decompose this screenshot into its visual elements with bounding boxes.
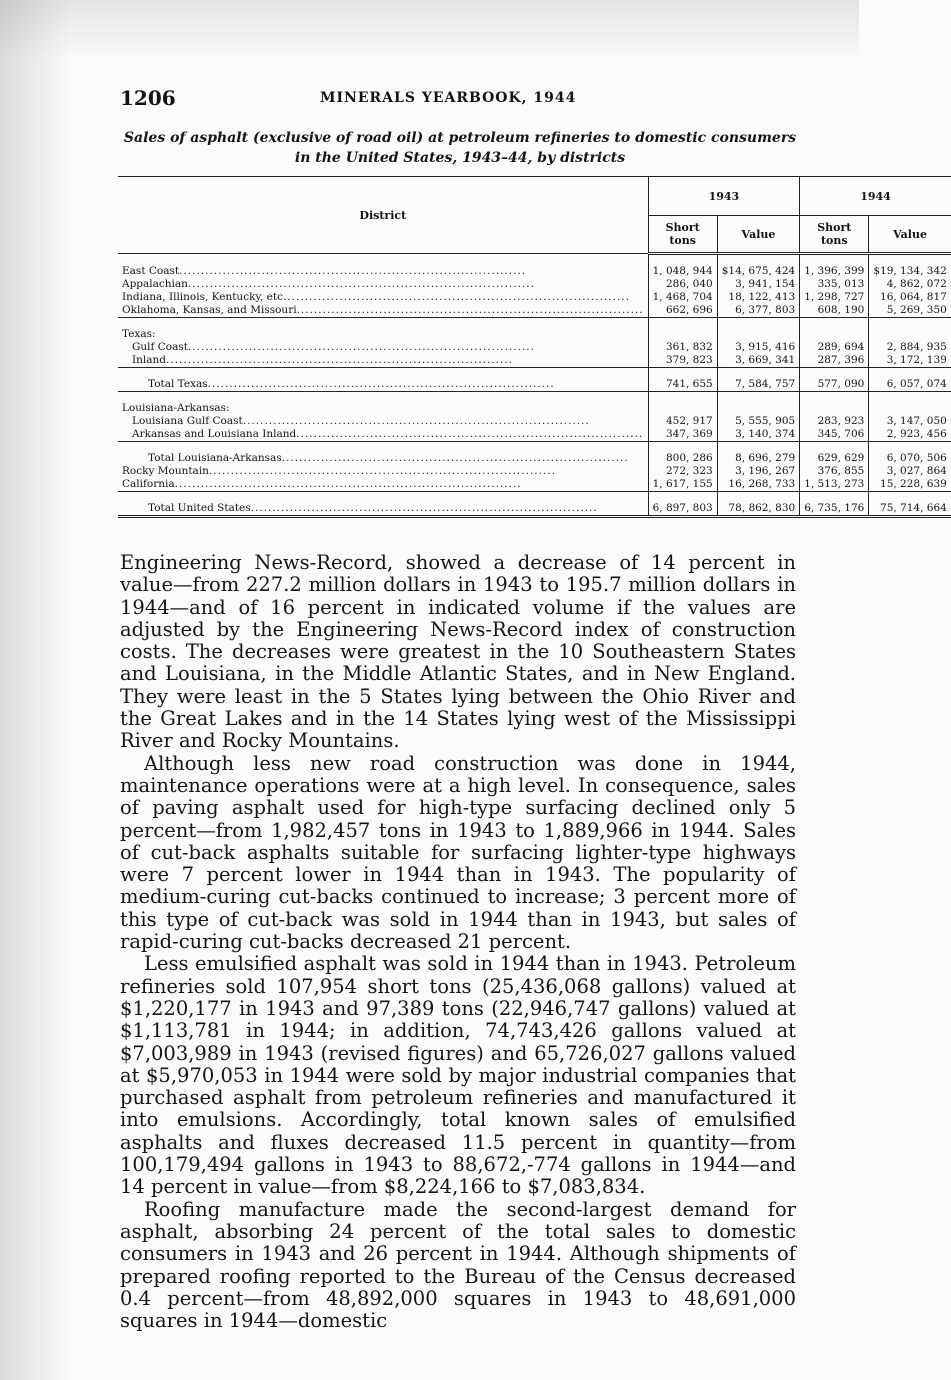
dot-leader: ................................................................................ <box>187 341 535 353</box>
cell-tons-1944: 345, 706 <box>800 428 869 442</box>
caption-line-2: in the United States, 1943–44, by districts <box>294 150 626 166</box>
table-caption <box>120 128 800 168</box>
cell-tons-1943: 452, 917 <box>648 415 717 428</box>
cell-value-1943: 3, 140, 374 <box>717 428 799 442</box>
asphalt-sales-table <box>118 176 947 518</box>
cell-tons-1944: 283, 923 <box>800 415 869 428</box>
cell-value-1943: 6, 377, 803 <box>717 304 799 318</box>
cell-tons-1944: 1, 513, 273 <box>800 478 869 492</box>
subheader-value-1943: Value <box>717 216 799 254</box>
table-group-heading <box>118 402 951 415</box>
cell-tons-1944: 577, 090 <box>800 378 869 392</box>
paragraph: Engineering News-Record, showed a decrease of 14 percent in value—from 227.2 million dollars in 1943 to 195.7 million dollars in 1944—and of 16 percent in indicated volume if the values are adjusted by the Engineering News-Record index of construction costs. The decreases were greatest in the 10 Southeastern States and Louisiana, in the Middle Atlantic States, and in New England. They were least in the 5 States lying between the Ohio River and the Great Lakes and in the 14 States lying west of the Mississippi River and Rocky Mountains. <box>120 551 796 753</box>
dot-leader: ................................................................................ <box>174 478 522 490</box>
paragraph: Roofing manufacture made the second-largest demand for asphalt, absorbing 24 percent of the total sales to domestic consumers in 1943 and 26 percent in 1944. Although shipments of prepared roofing reported to the Bureau of the Census decreased 0.4 percent—from 48,892,000 squares in 1943 to 48,691,000 squares in 1944—domestic <box>120 1197 796 1333</box>
subheader-value-1944: Value <box>869 216 951 254</box>
cell-tons-1943: 800, 286 <box>648 452 717 465</box>
dot-leader: ................................................................................ <box>296 304 644 316</box>
cell-value-1944: 16, 064, 817 <box>880 291 947 303</box>
cell-tons-1943: 361, 832 <box>648 341 717 354</box>
cell-tons-1943: 741, 655 <box>648 378 717 392</box>
table-row <box>118 428 951 442</box>
row-label: Total Texas................................................................................ <box>118 378 648 392</box>
cell-tons-1943: 662, 696 <box>648 304 717 318</box>
scan-top-shading <box>0 0 859 60</box>
table-subtotal-row <box>118 452 951 465</box>
row-label: Arkansas and Louisiana Inland................................................................................ <box>118 428 648 442</box>
row-label: East Coast................................................................................ <box>118 265 648 278</box>
dot-leader: ................................................................................ <box>242 415 590 427</box>
paragraph: Although less new road construction was done in 1944, maintenance operations were at a high level. In consequence, sales of paving asphalt used for high-type surfacing declined only 5 percent—from 1,982,457 tons in 1943 to 1,889,966 in 1944. Sales of cut-back asphalts suitable for surfacing lighter-type highways were 7 percent lower in 1944 than in 1943. The popularity of medium-curing cut-backs continued to increase; 3 percent more of this type of cut-back was sold in 1944 than in 1943, but sales of rapid-curing cut-backs decreased 21 percent. <box>120 751 796 954</box>
scan-edge-shading <box>0 0 70 1380</box>
running-title: MINERALS YEARBOOK, 1944 <box>320 90 577 106</box>
cell-value-1943: $14, 675, 424 <box>717 265 799 278</box>
row-label: Texas: <box>118 328 648 341</box>
cell-tons-1943: 272, 323 <box>648 465 717 478</box>
cell-value-1943: 3, 196, 267 <box>717 465 799 478</box>
cell-tons-1944: 287, 396 <box>800 354 869 368</box>
cell-value-1944: 6, 070, 506 <box>886 452 947 464</box>
row-label: Inland................................................................................ <box>118 354 648 368</box>
row-label: Louisiana Gulf Coast................................................................................ <box>118 415 648 428</box>
cell-value-1944: 3, 147, 050 <box>886 415 947 427</box>
cell-value-1944: 6, 057, 074 <box>869 378 951 392</box>
cell-value-1944: 3, 027, 864 <box>886 465 947 477</box>
cell-tons-1944: 1, 396, 399 <box>800 265 869 278</box>
subheader-short-tons-1944: Short tons <box>800 216 869 254</box>
cell-tons-1943: 1, 048, 944 <box>648 265 717 278</box>
row-label: Louisiana-Arkansas: <box>118 402 648 415</box>
table-row <box>118 354 951 368</box>
row-label: Gulf Coast................................................................................ <box>118 341 648 354</box>
cell-value-1943: 3, 941, 154 <box>717 278 799 291</box>
cell-value-1943: 3, 669, 341 <box>717 354 799 368</box>
cell-tons-1944: 608, 190 <box>800 304 869 318</box>
paragraph: Less emulsified asphalt was sold in 1944 than in 1943. Petroleum refineries sold 107,954 short tons (25,436,068 gallons) valued at $1,220,177 in 1943 and 97,389 tons (22,946,747 gallons) valued at $1,113,781 in 1944; in addition, 74,743,426 gallons valued at $7,003,989 in 1943 (revised figures) and 65,726,027 gallons valued at $5,970,053 in 1944 were sold by major industrial companies that purchased asphalt from petroleum refineries and manufactured it into emulsions. Accordingly, total known sales of emulsified asphalts and fluxes decreased 11.5 percent in quantity—from 100,179,494 gallons in 1943 to 88,672,-774 gallons in 1944—and 14 percent in value—from $8,224,166 to $7,083,834. <box>120 952 796 1199</box>
row-label: Appalachian................................................................................ <box>118 278 648 291</box>
cell-value-1944: 75, 714, 664 <box>869 502 951 517</box>
cell-value-1943: 3, 915, 416 <box>717 341 799 354</box>
cell-value-1944: 2, 923, 456 <box>869 428 951 442</box>
row-label: Indiana, Illinois, Kentucky, etc................................................................................ <box>118 291 648 304</box>
cell-value-1944: 15, 228, 639 <box>869 478 951 492</box>
cell-tons-1944: 289, 694 <box>800 341 869 354</box>
cell-value-1943: 16, 268, 733 <box>717 478 799 492</box>
cell-tons-1944: 376, 855 <box>800 465 869 478</box>
cell-tons-1943: 1, 617, 155 <box>648 478 717 492</box>
dot-leader: ................................................................................ <box>179 265 527 277</box>
dot-leader: ................................................................................ <box>208 465 556 477</box>
row-label: Total Louisiana-Arkansas................................................................................ <box>118 452 648 465</box>
dot-leader: ................................................................................ <box>250 502 598 514</box>
dot-leader: ................................................................................ <box>187 278 535 290</box>
row-label: Total United States................................................................................ <box>118 502 648 517</box>
row-label: Rocky Mountain................................................................................ <box>118 465 648 478</box>
dot-leader: ................................................................................ <box>281 452 629 464</box>
table-row <box>118 465 951 478</box>
body-text <box>120 552 796 1332</box>
cell-value-1944: 3, 172, 139 <box>869 354 951 368</box>
table-subtotal-row <box>118 378 951 392</box>
cell-value-1944: 5, 269, 350 <box>869 304 951 318</box>
dot-leader: ................................................................................ <box>166 354 514 366</box>
cell-tons-1944: 335, 013 <box>800 278 869 291</box>
cell-tons-1943: 1, 468, 704 <box>648 291 717 304</box>
dot-leader: ................................................................................ <box>207 378 555 390</box>
cell-tons-1943: 6, 897, 803 <box>648 502 717 517</box>
table-row <box>118 278 951 291</box>
table-row <box>118 478 951 492</box>
subheader-short-tons-1943: Short tons <box>648 216 717 254</box>
table-row <box>118 265 951 278</box>
table-row <box>118 291 951 304</box>
table-row <box>118 415 951 428</box>
row-label: California................................................................................ <box>118 478 648 492</box>
cell-tons-1944: 629, 629 <box>800 452 869 465</box>
caption-line-1: Sales of asphalt (exclusive of road oil) at petroleum refineries to domestic consumers <box>123 130 797 146</box>
cell-tons-1944: 1, 298, 727 <box>800 291 869 304</box>
cell-tons-1943: 347, 369 <box>648 428 717 442</box>
year-header-1943: 1943 <box>648 177 800 216</box>
cell-tons-1944: 6, 735, 176 <box>800 502 869 517</box>
year-header-1944: 1944 <box>800 177 951 216</box>
page-number: 1206 <box>120 86 176 110</box>
table-row <box>118 304 951 318</box>
table-group-heading <box>118 328 951 341</box>
cell-value-1943: 5, 555, 905 <box>717 415 799 428</box>
cell-value-1944: 2, 884, 935 <box>886 341 947 353</box>
cell-value-1943: 78, 862, 830 <box>717 502 799 517</box>
cell-value-1943: 8, 696, 279 <box>717 452 799 465</box>
cell-value-1944: $19, 134, 342 <box>873 265 947 277</box>
page-header <box>120 86 800 112</box>
cell-value-1943: 7, 584, 757 <box>717 378 799 392</box>
cell-tons-1943: 379, 823 <box>648 354 717 368</box>
dot-leader: ................................................................................ <box>296 428 644 440</box>
dot-leader: ................................................................................ <box>282 291 630 303</box>
row-label: Oklahoma, Kansas, and Missouri................................................................................ <box>118 304 648 318</box>
district-column-header: District <box>118 177 648 254</box>
cell-value-1944: 4, 862, 072 <box>886 278 947 290</box>
cell-value-1943: 18, 122, 413 <box>717 291 799 304</box>
table-row <box>118 341 951 354</box>
cell-tons-1943: 286, 040 <box>648 278 717 291</box>
table-total-row <box>118 502 951 517</box>
